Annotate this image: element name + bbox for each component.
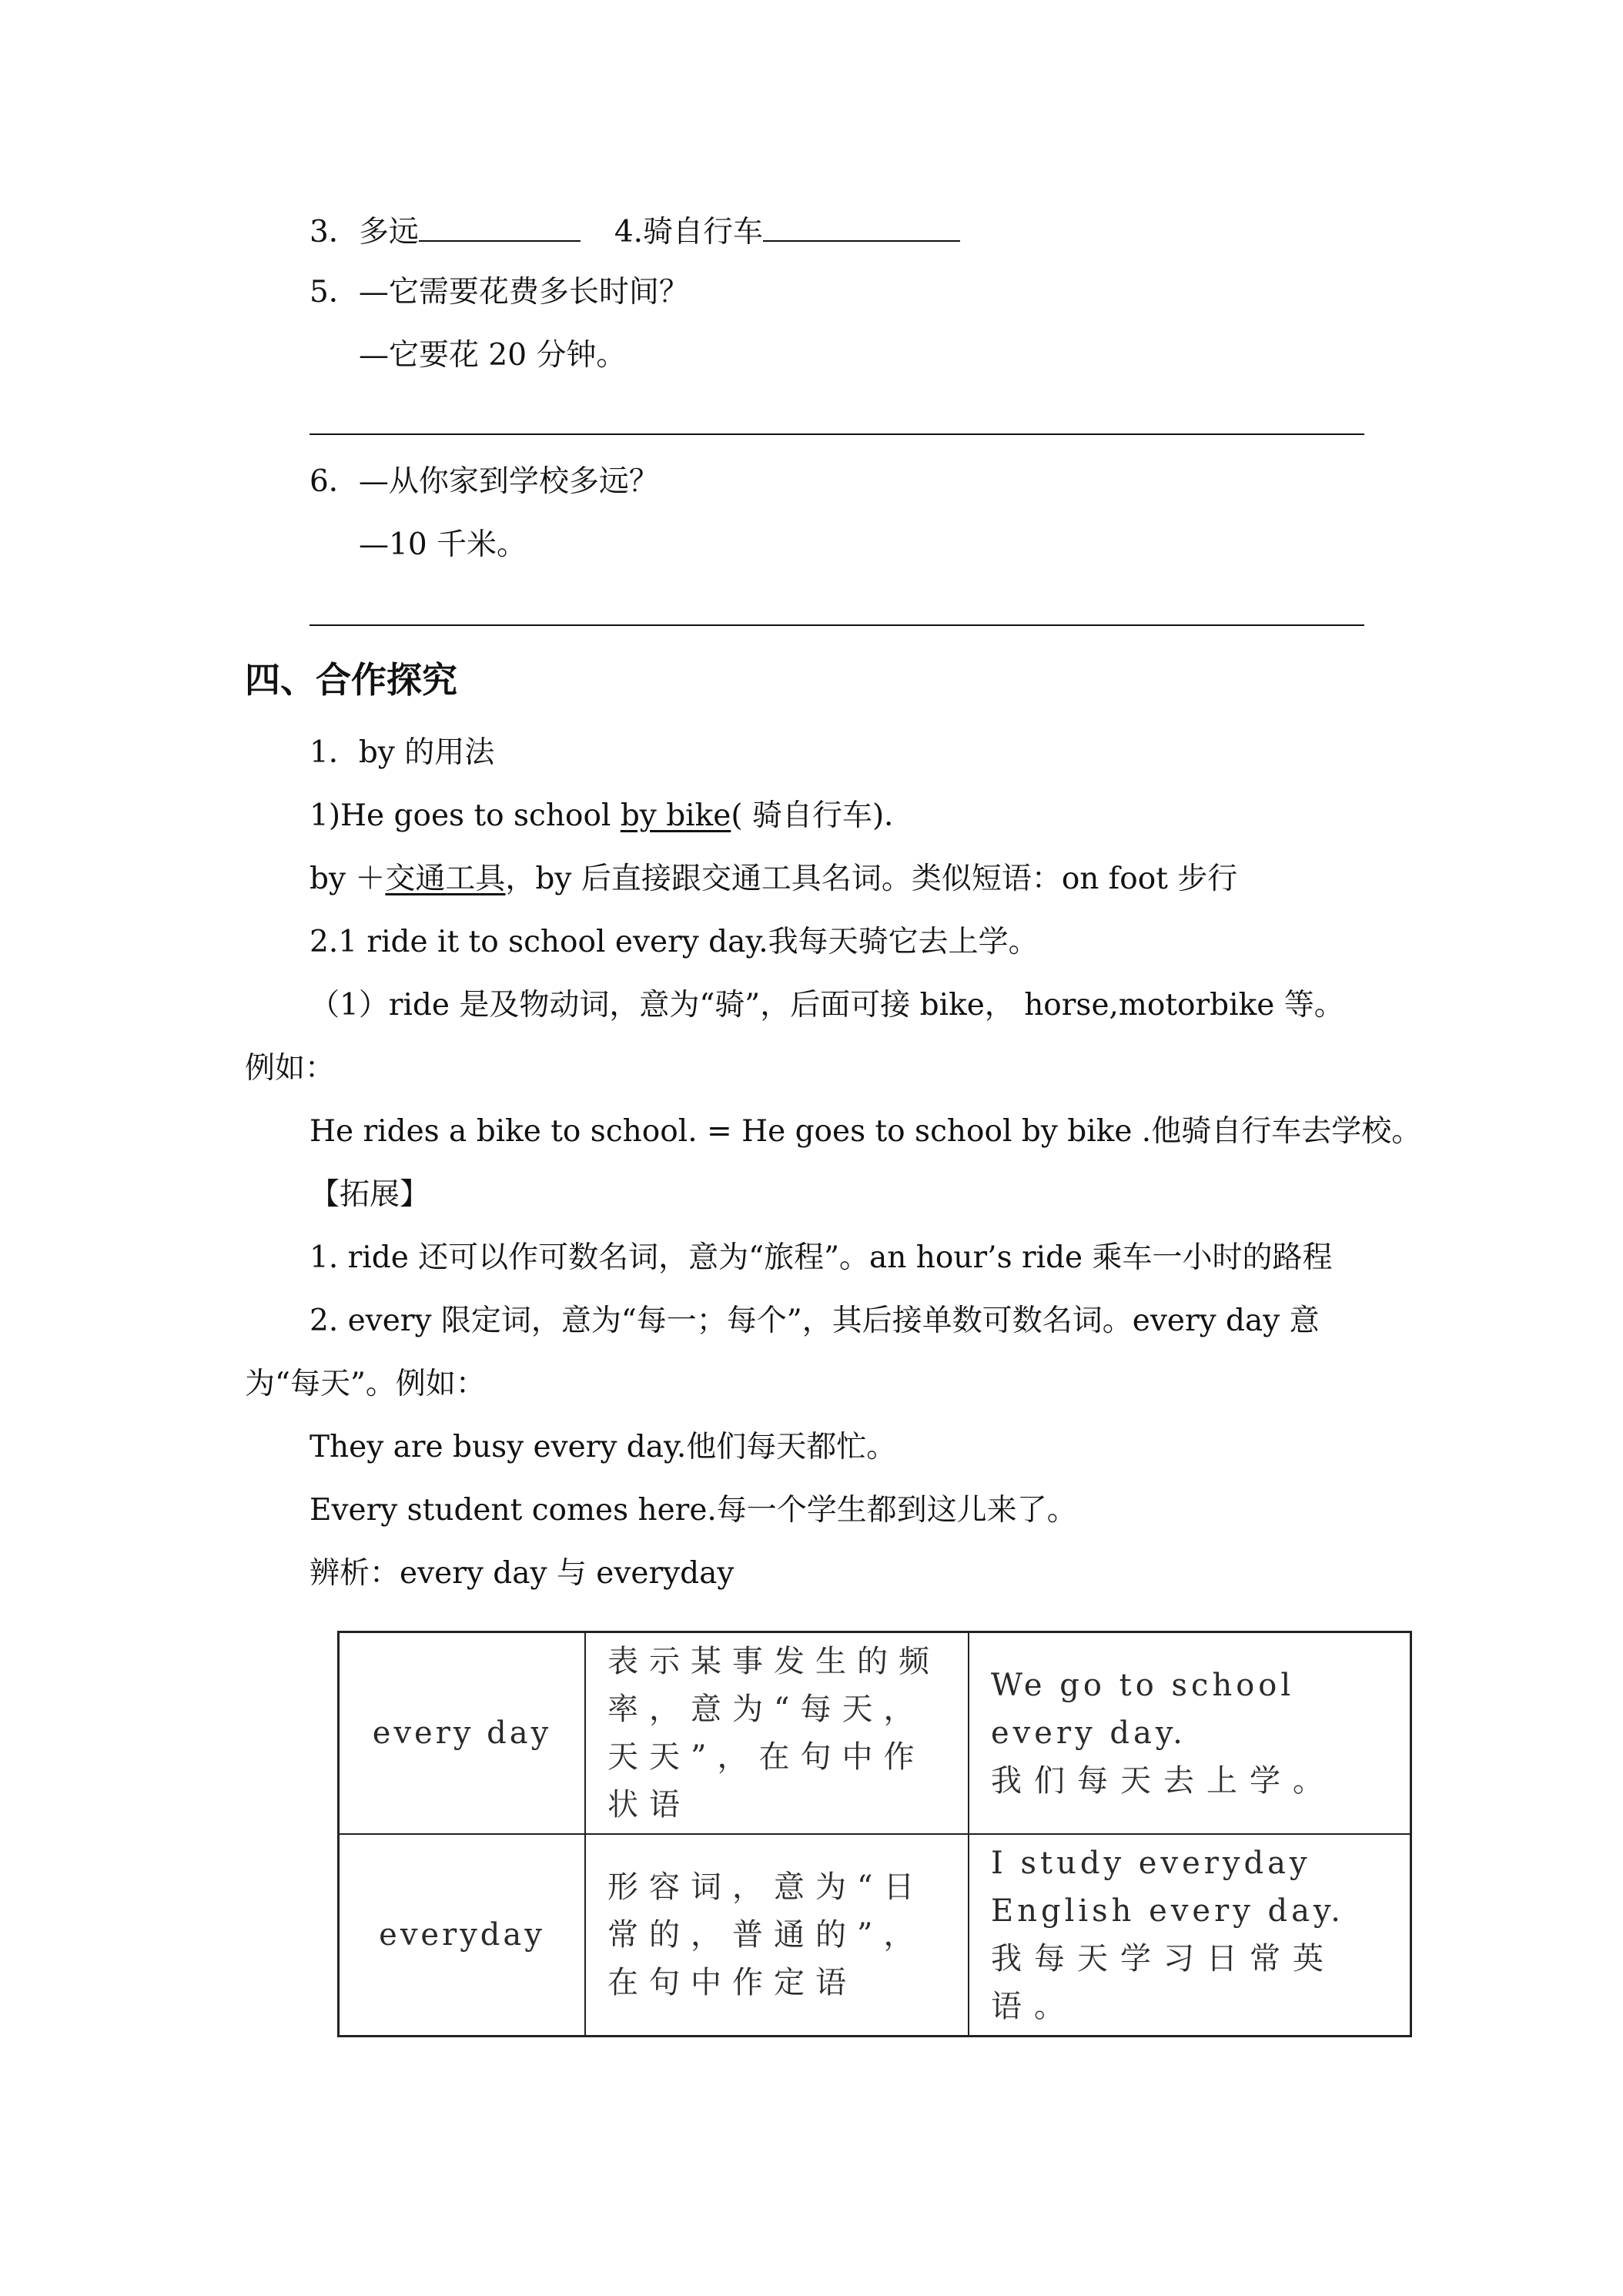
note-extension-label: 【拓展】 [310, 1177, 430, 1212]
q4-label: 4.骑自行车 [614, 215, 764, 249]
note-by-rule [310, 859, 1237, 899]
note-ride-example: He rides a bike to school. = He goes to school by bike .他骑自行车去学校。 [310, 1114, 1422, 1149]
note-by-example-underlined: by bike [620, 798, 731, 833]
note-every-example-1: They are busy every day.他们每天都忙。 [310, 1430, 897, 1464]
example-cell [969, 1632, 1411, 1835]
example-chinese: 我们每天去上学。 [991, 1763, 1336, 1799]
exercise-5-answer: —它要花 20 分钟。 [359, 338, 627, 373]
q5-number: 5． [310, 275, 359, 310]
example-chinese: 我每天学习日常英语。 [991, 1941, 1336, 2024]
note-for-example: 例如： [245, 1051, 336, 1086]
example-cell [969, 1834, 1411, 2037]
q5-question: —它需要花费多长时间？ [358, 275, 689, 310]
exercise-6-answer: —10 千米。 [359, 527, 527, 562]
q5-answer-line[interactable] [310, 433, 1364, 435]
q6-number: 6． [310, 464, 359, 499]
exercise-3-4-line [310, 209, 960, 253]
note-every-determiner: 2. every 限定词，意为“每一；每个”，其后接单数可数名词。every day 意 [310, 1304, 1320, 1338]
note-by-usage-title: 1．by 的用法 [310, 735, 495, 770]
note-every-meaning: 为“每天”。例如： [245, 1367, 486, 1401]
q6-answer-line[interactable] [310, 624, 1364, 626]
note-by-rule-underlined: 交通工具 [385, 862, 506, 896]
example-english: I study everyday English every day. [991, 1846, 1344, 1929]
q4-answer-blank[interactable] [763, 209, 960, 242]
note-by-example [310, 796, 914, 836]
q3-answer-blank[interactable] [419, 209, 581, 242]
table-row [339, 1834, 1411, 2037]
exercise-6-question [310, 462, 659, 502]
note-ride-sentence: 2.1 ride it to school every day.我每天骑它去上学。 [310, 925, 1039, 959]
table-row [339, 1632, 1411, 1835]
term-cell: every day [339, 1632, 586, 1835]
q3-label: 3．多远 [310, 215, 419, 249]
note-by-rule-pre: by ＋ [310, 862, 386, 896]
exercise-5-question [310, 273, 689, 313]
meaning-cell: 表示某事发生的频率，意为“每天，天天”，在句中作状语 [585, 1632, 969, 1835]
meaning-cell: 形容词，意为“日常的，普通的”，在句中作定语 [585, 1834, 969, 2037]
section-title: 四、合作探究 [245, 659, 457, 701]
note-ride-noun: 1. ride 还可以作可数名词，意为“旅程”。an hour’s ride 乘车一小时的路程 [310, 1240, 1333, 1275]
note-ride-verb: （1）ride 是及物动词，意为“骑”，后面可接 bike， horse,motorbike 等。 [310, 988, 1344, 1022]
note-comparison-title: 辨析：every day 与 everyday [310, 1556, 735, 1591]
note-by-example-post: ( 骑自行车)． [731, 798, 915, 833]
note-every-example-2: Every student comes here.每一个学生都到这儿来了。 [310, 1493, 1077, 1528]
example-english: We go to school every day. [991, 1668, 1295, 1751]
note-by-rule-post: ，by 后直接跟交通工具名词。类似短语：on foot 步行 [505, 862, 1238, 896]
q6-question: —从你家到学校多远？ [358, 464, 659, 499]
term-cell: everyday [339, 1834, 586, 2037]
comparison-table [337, 1631, 1412, 2037]
note-by-example-pre: 1)He goes to school [310, 798, 621, 833]
